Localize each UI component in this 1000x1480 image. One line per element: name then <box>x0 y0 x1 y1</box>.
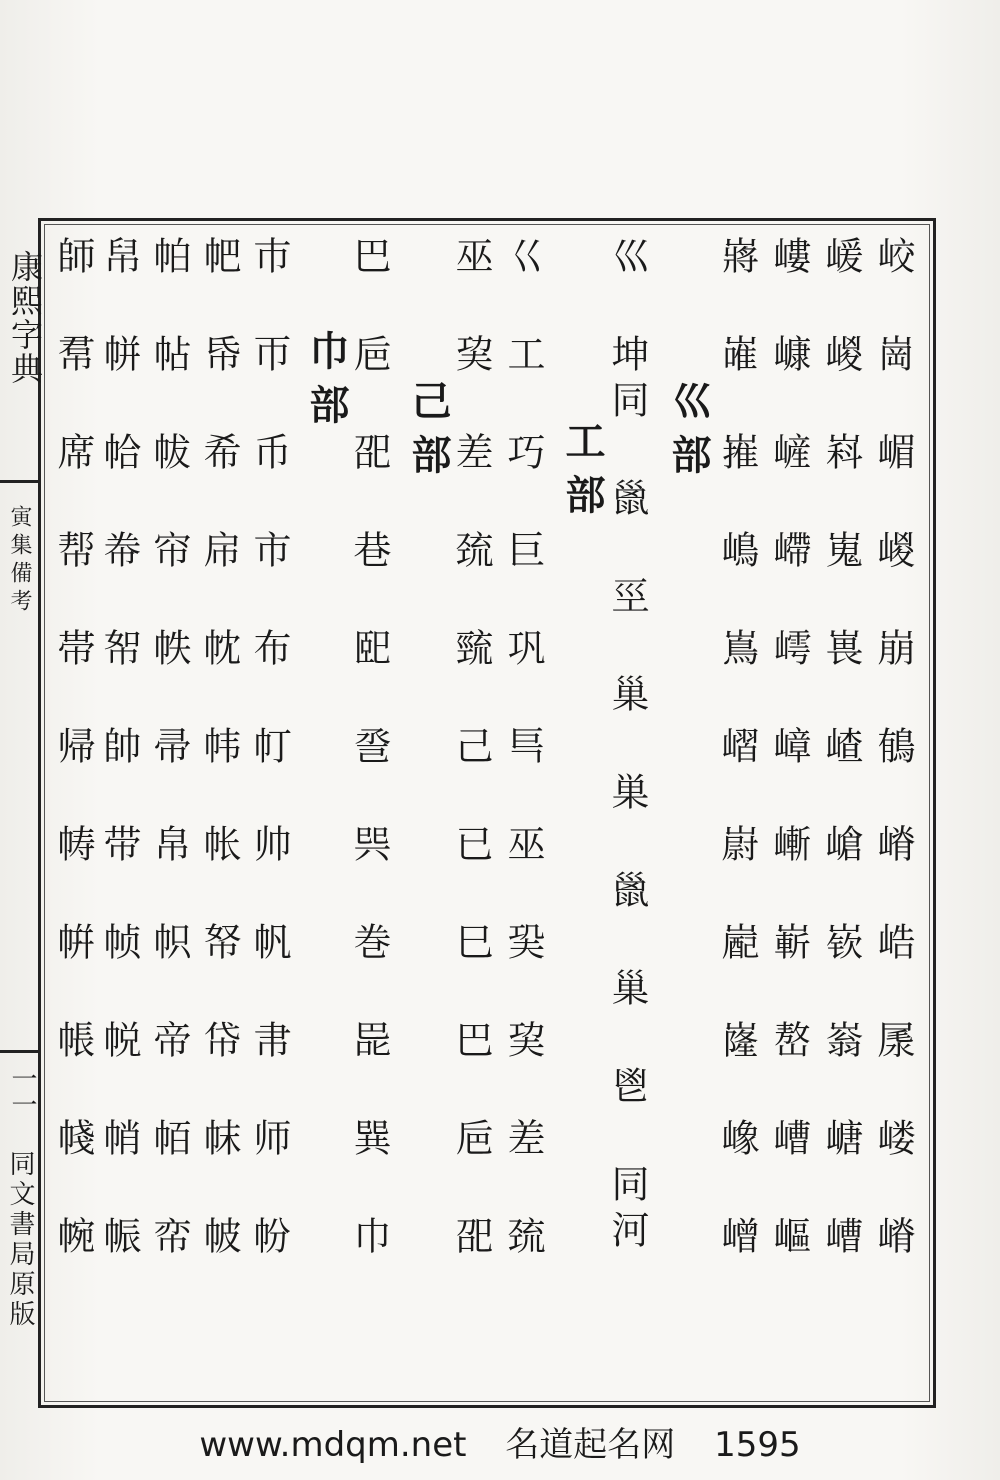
text-column: 帠 帡 帢 帣 帤 帥 带 帧 帨 帩 帪 <box>97 236 141 1262</box>
text-column: 嶈 嶉 嶊 嶋 嶌 嶍 嶎 嶏 嶐 嶑 嶒 <box>715 236 759 1262</box>
margin-divider <box>0 480 38 483</box>
text-column: 嶁 嵻 嵼 嵽 嶀 嶂 嶃 嶄 嶅 嶆 嶇 <box>767 236 811 1262</box>
text-column: 巜 工 巧 巨 巩 巪 巫 巬 巭 差 巯 <box>501 236 545 1262</box>
text-column: 巴 巵 巶 巷 巸 巹 巺 巻 巼 巽 巾 <box>347 236 391 1262</box>
margin-divider <box>0 1050 38 1053</box>
book-title: 康熙字典 <box>6 250 44 386</box>
text-column: 巛 坤同 巤 巠 巢 巣 巤 巢 鬯 同河 <box>605 236 649 1256</box>
publisher-label: 同文書局原版 <box>5 1150 35 1330</box>
text-column: 峧 崗 嵋 嵕 崩 䳑 嵴 峼 㞙 嵝 嵴 <box>871 236 915 1262</box>
text-column: 帕 帖 帗 帘 帙 帚 帛 帜 帝 帞 帟 <box>147 236 191 1262</box>
radical-heading: 巾部 <box>303 330 350 438</box>
footer-name: 名道起名网 <box>505 1425 676 1465</box>
radical-heading: 工部 <box>559 420 606 528</box>
volume-label: 寅集備考 <box>7 505 32 617</box>
footer-page: 1595 <box>714 1425 801 1465</box>
footer-site: www.mdqm.net <box>199 1425 467 1465</box>
text-column: 嵈 嵕 嵙 嵬 嵔 嵖 嵢 嵚 嵡 嵣 嶆 <box>819 236 863 1262</box>
page-number: 一一 <box>7 1065 37 1117</box>
page-footer <box>0 1415 1000 1475</box>
text-column: 師 帬 席 帮 帯 帰 帱 帲 帳 帴 帵 <box>51 236 95 1262</box>
radical-heading: 己部 <box>405 380 452 488</box>
text-column: 帊 帋 希 帍 帎 帏 帐 帑 帒 帓 帔 <box>197 236 241 1262</box>
radical-heading: 巛部 <box>665 380 712 488</box>
text-column: 巫 巭 差 巯 巰 己 已 巳 巴 巵 巶 <box>449 236 493 1262</box>
text-column: 巿 帀 币 市 布 帄 帅 帆 帇 师 帉 <box>247 236 291 1262</box>
